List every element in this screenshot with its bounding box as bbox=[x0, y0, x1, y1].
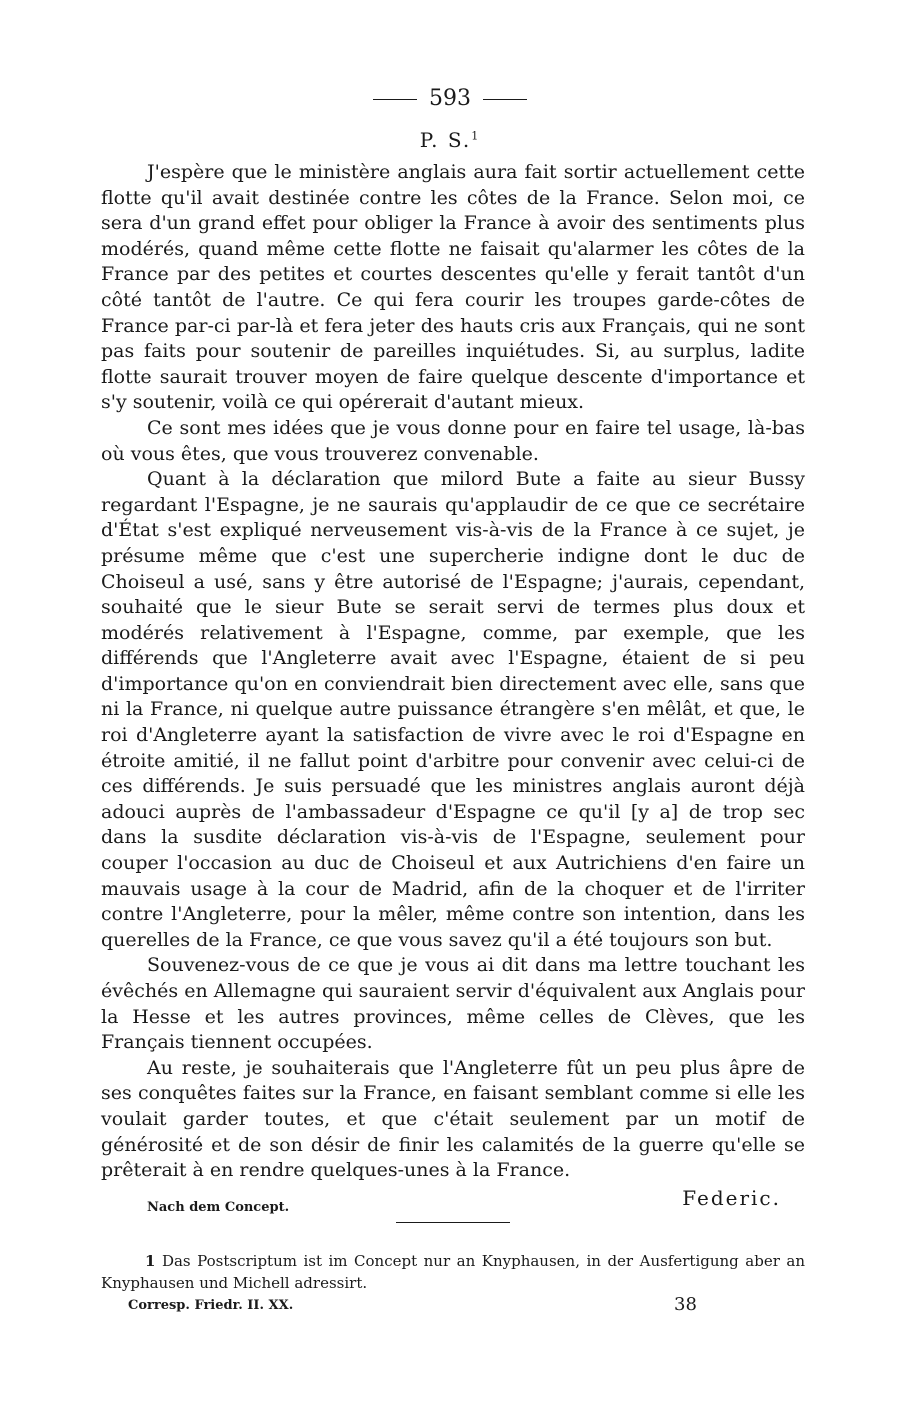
letter-body bbox=[101, 160, 805, 1184]
footnote bbox=[101, 1250, 805, 1294]
page-footer bbox=[101, 1294, 805, 1318]
paragraph-5: Au reste, je souhaiterais que l'Angleterre fût un peu plus âpre de ses conquêtes faites sur la France, en faisant semblant comme si elle les voulait garder toutes, et que c'était seulement par un motif de générosité et de son désir de finir les calamités de la guerre qu'elle se prêterait à en rendre quelques-unes à la France. bbox=[101, 1056, 805, 1182]
footnote-divider bbox=[396, 1222, 510, 1223]
paragraph-4: Souvenez-vous de ce que je vous ai dit dans ma lettre touchant les évêchés en Allemagne qui sauraient servir d'équivalent aux Anglais pour la Hesse et les autres provinces, même celles de Clèves, que les Français tiennent occupées. bbox=[101, 954, 805, 1054]
signature-mark: 38 bbox=[674, 1294, 697, 1315]
paragraph-3: Quant à la déclaration que milord Bute a faite au sieur Bussy regardant l'Espagne, je ne saurais qu'applaudir de ce que ce secrétaire d'État s'est expliqué nerveusement vis-à-vis de la France à ce sujet, je présume même que c'est une supercherie indigne dont le duc de Choiseul a usé, sans y être autorisé de l'Espagne; j'aurais, cependant, souhaité que le sieur Bute se serait servi de termes plus doux et modérés relativement à l'Espagne, comme, par exemple, que les différends que l'Angleterre avait avec l'Espagne, étaient de si peu d'importance qu'on en conviendrait bien directement avec elle, sans que ni la France, ni quelque autre puissance étrangère s'en mêlât, et que, le roi d'Angleterre ayant la satisfaction de vivre avec le roi d'Espagne en étroite amitié, il ne fallut point d'arbitre pour convenir avec celui-ci de ces différends. Je suis persuadé que les ministres anglais auront déjà adouci auprès de l'ambassadeur d'Espagne ce qu'il [y a] de trop sec dans la susdite déclaration vis-à-vis de l'Espagne, seulement pour couper l'occasion au duc de Choiseul et aux Autrichiens d'en faire un mauvais usage à la cour de Madrid, afin de la choquer et de l'irriter contre l'Angleterre, pour la mêler, même contre son intention, dans les querelles de la France, ce que vous savez qu'il a été toujours son but. bbox=[101, 468, 805, 951]
source-reference: Corresp. Friedr. II. XX. bbox=[128, 1298, 294, 1313]
page-number bbox=[0, 86, 900, 111]
signature: Federic. bbox=[682, 1186, 781, 1210]
footnote-paragraph bbox=[101, 1250, 805, 1294]
footnote-text: Das Postscriptum ist im Concept nur an Knyphausen, in der Ausfertigung aber an Knyphausen und Michell adressirt. bbox=[101, 1252, 805, 1292]
footnote-marker: 1 bbox=[145, 1252, 156, 1270]
page-number-text: 593 bbox=[429, 86, 471, 111]
paragraph-1: J'espère que le ministère anglais aura fait sortir actuellement cette flotte qu'il avait destinée contre les côtes de la France. Selon moi, ce sera d'un grand effet pour obliger la France à avoir des sentiments plus modérés, quand même cette flotte ne faisait qu'alarmer les côtes de la France par des petites et courtes descentes qu'elle y ferait tantôt d'un côté tantôt de l'autre. Ce qui fera courir les troupes garde-côtes de France par-ci par-là et fera jeter des hauts cris aux Français, qui ne sont pas faits pour soutenir de pareilles inquiétudes. Si, au surplus, ladite flotte saurait trouver moyen de faire quelque descente d'importance et s'y soutenir, voilà ce qui opérerait d'autant mieux. bbox=[101, 161, 805, 414]
signoff bbox=[101, 1186, 805, 1226]
page-number-rule-right bbox=[483, 99, 527, 100]
postscript-heading-text: P. S. bbox=[419, 128, 472, 152]
postscript-footnote-marker: 1 bbox=[471, 129, 481, 143]
concept-note: Nach dem Concept. bbox=[147, 1200, 290, 1215]
paragraph-2: Ce sont mes idées que je vous donne pour en faire tel usage, là-bas où vous êtes, que vous trouverez convenable. bbox=[101, 416, 805, 465]
postscript-heading bbox=[0, 128, 900, 152]
page-number-rule-left bbox=[373, 99, 417, 100]
